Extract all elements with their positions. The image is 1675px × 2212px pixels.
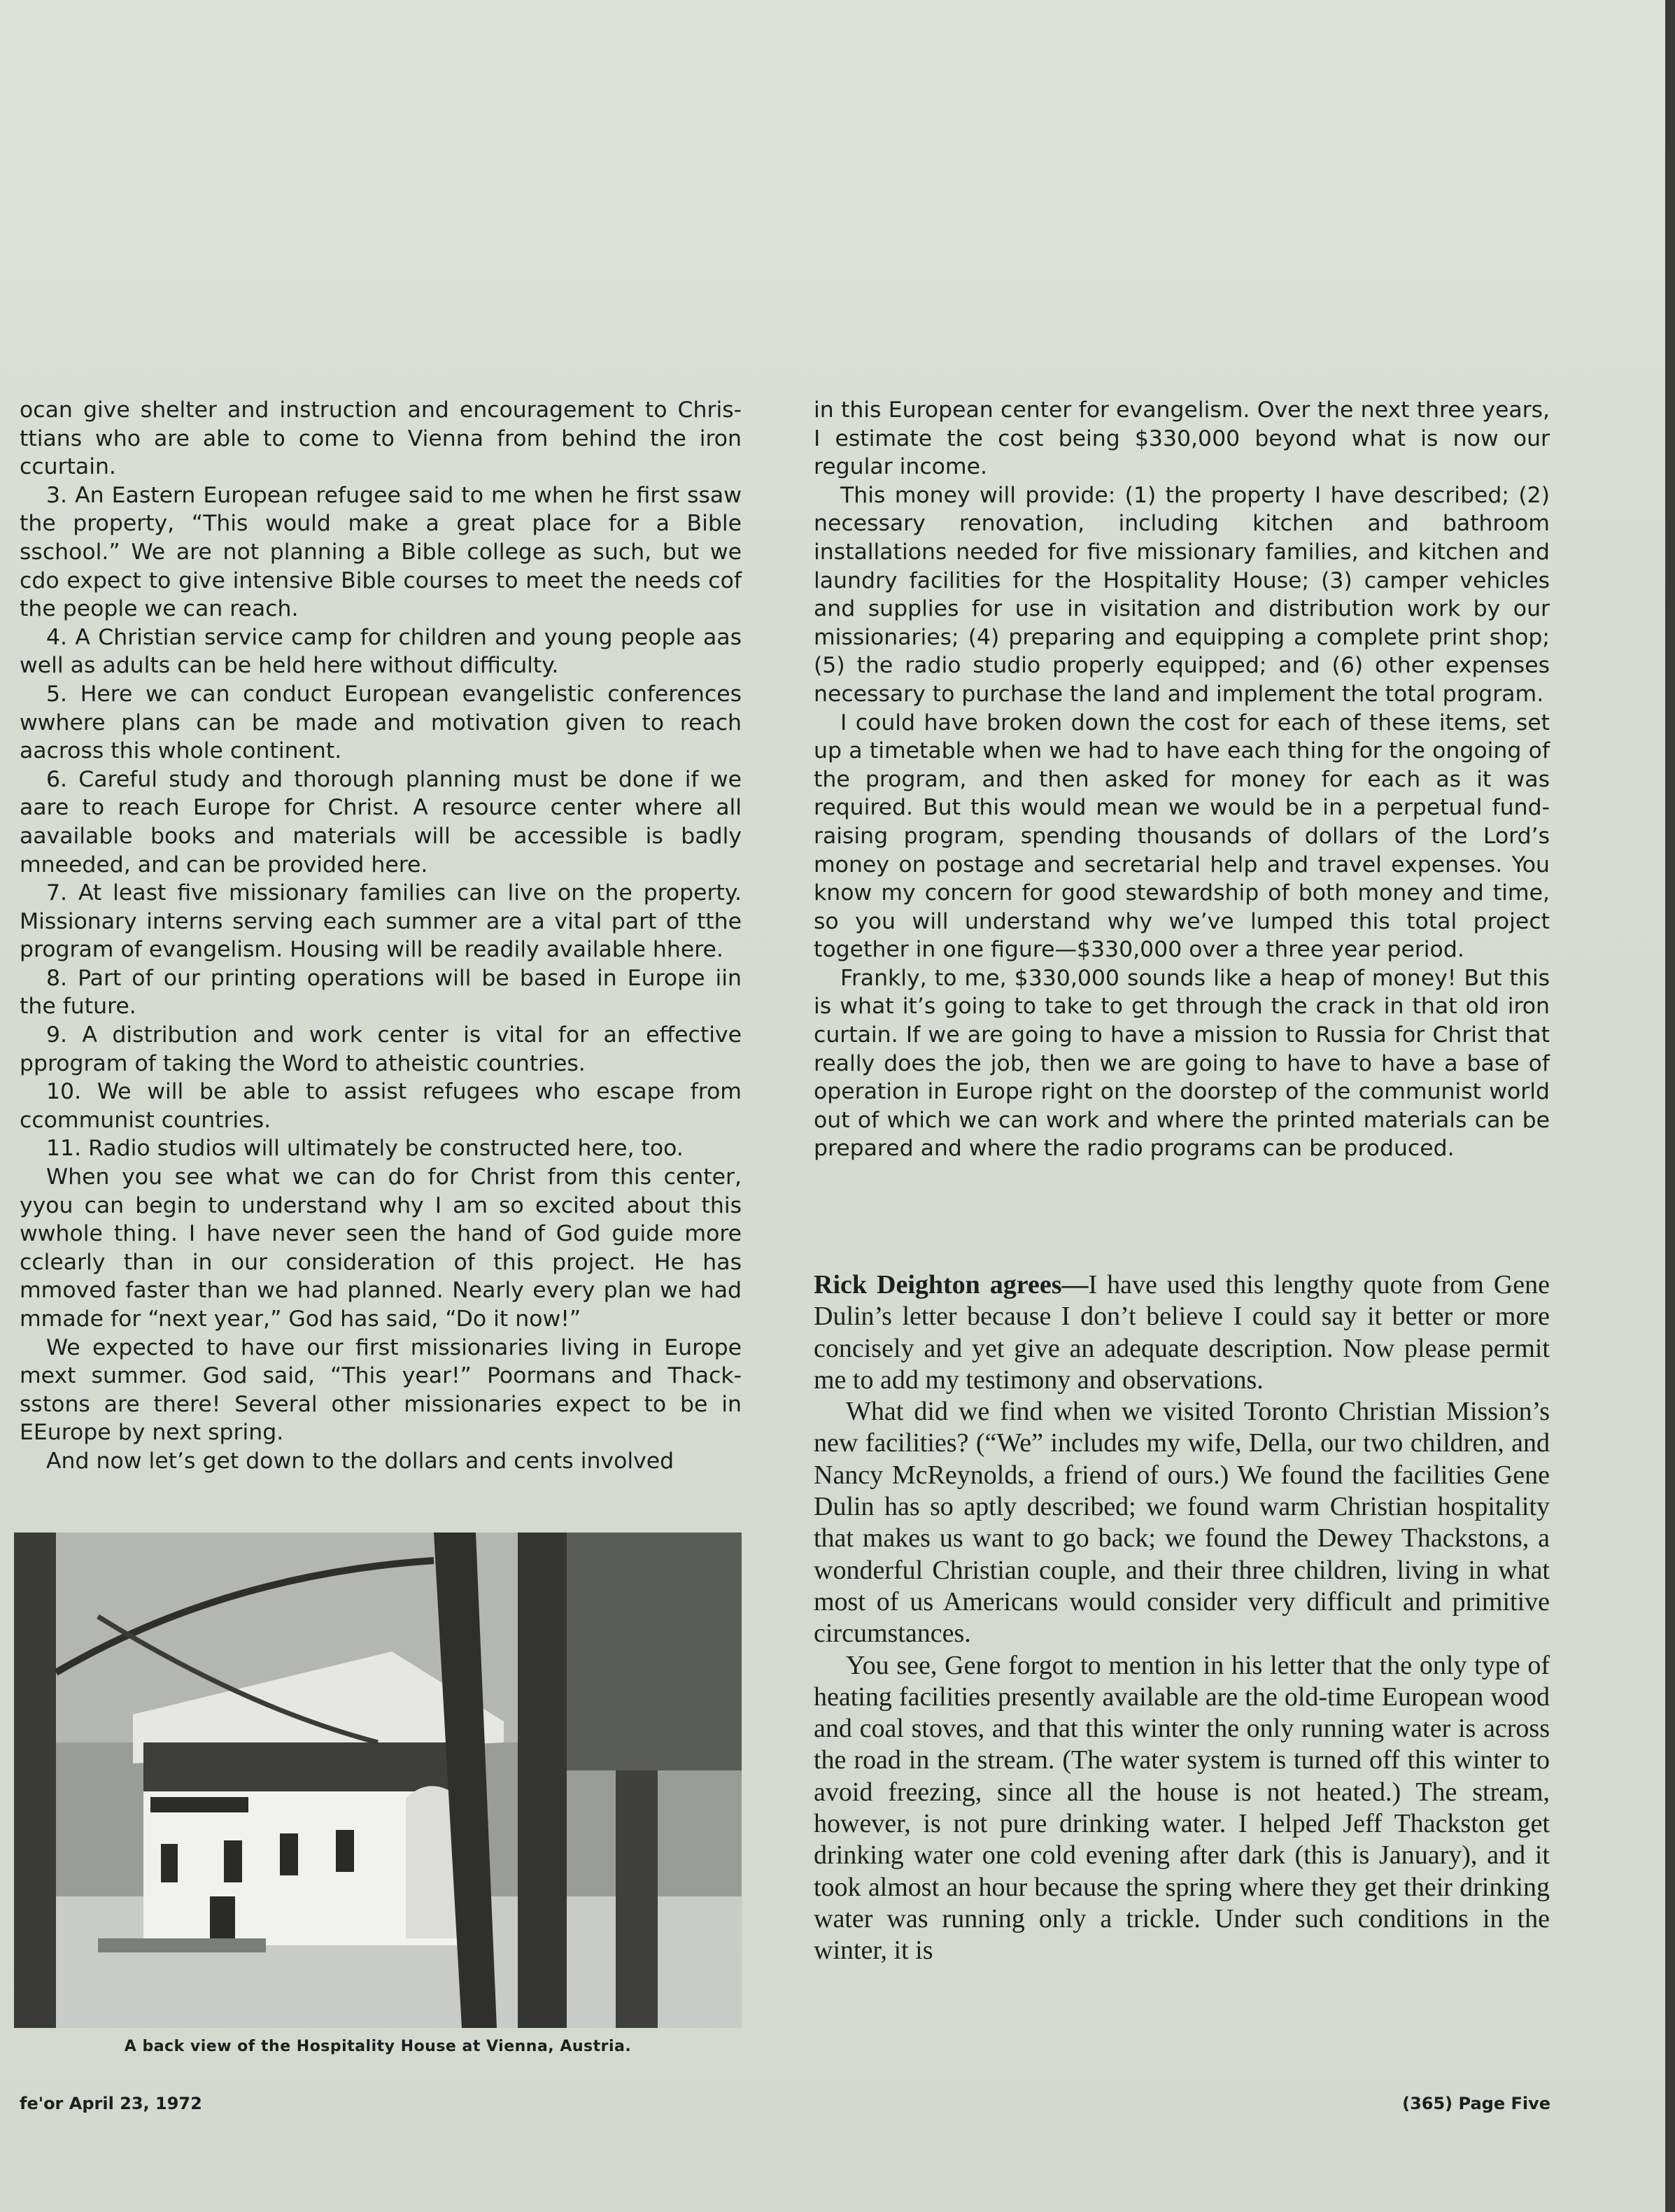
paragraph: 5. Here we can conduct European evangelistic conferences wwhere plans can be made and motivation given to reach aacross this whole continent. bbox=[20, 681, 742, 764]
page-edge bbox=[1665, 0, 1675, 2212]
house-illustration bbox=[14, 1533, 742, 2028]
lead-text: I have used this lengthy quote from Gene Dulin’s letter because I don’t believe I could say it better or more concisely and yet give an adequate description. Now please permit me to add my testimony and observations. bbox=[814, 1270, 1550, 1395]
paragraph: ocan give shelter and instruction and encouragement to Chris-ttians who are able to come to Vienna from behind the iron ccurtain. bbox=[20, 397, 742, 480]
paragraph: in this European center for evangelism. Over the next three years, I estimate the cost being $330,000 beyond what is now our regular income. bbox=[814, 397, 1550, 480]
paragraph: 7. At least five missionary families can live on the property. Missionary interns serving each summer are a vital part of tthe program of evangelism. Housing will be readily available hhere. bbox=[20, 880, 742, 963]
paragraph: 9. A distribution and work center is vital for an effective pprogram of taking the Word to atheistic countries. bbox=[20, 1022, 742, 1076]
paragraph: What did we find when we visited Toronto Christian Mission’s new facilities? (“We” includes my wife, Della, our two children, and Nancy McReynolds, a friend of ours.) We found the facilities Gene Dulin has so aptly described; we found warm Christian hospitality that makes us want to go back; we found the Dewey Thackstons, a wonderful Christian couple, and their three children, living in what most of us Americans would consider very difficult and primitive circumstances. bbox=[814, 1397, 1550, 1649]
paragraph: 11. Radio studios will ultimately be constructed here, too. bbox=[46, 1136, 684, 1162]
paragraph: I could have broken down the cost for each of these items, set up a timetable when we had to have each thing for the ongoing of the program, and then asked for money for each as it was required. But this would mean we would be in a perpetual fund-raising program, spending thousands of dollars of the Lord’s money on postage and secretarial help and travel expenses. You know my concern for good stewardship of both money and time, so you will understand why we’ve lumped this total project together in one figure—$330,000 over a three year period. bbox=[814, 710, 1550, 963]
paragraph: 10. We will be able to assist refugees who escape from ccommunist countries. bbox=[20, 1079, 742, 1133]
footer-page-number: (365) Page Five bbox=[1402, 2094, 1550, 2113]
lead-paragraph bbox=[814, 1269, 1550, 1396]
paragraph: This money will provide: (1) the property I have described; (2) necessary renovation, including kitchen and bathroom installations needed for five missionary families, and kitchen and laundry facilities for the Hospitality House; (3) camper vehicles and supplies for use in visitation and distribution work by our missionaries; (4) preparing and equipping a complete print shop; (5) the radio studio properly equipped; and (6) other expenses necessary to purchase the land and implement the total program. bbox=[814, 482, 1550, 707]
paragraph: You see, Gene forgot to mention in his letter that the only type of heating facilities presently available are the old-time European wood and coal stoves, and that this winter the only running water is across the road in the stream. (The water system is turned off this winter to avoid freezing, since all the house is not heated.) The stream, however, is not pure drinking water. I helped Jeff Thackston get drinking water one cold evening after dark (this is January), and it took almost an hour because the spring where they get their drinking water was running only a trickle. Under such conditions in the winter, it is bbox=[814, 1650, 1550, 1966]
right-column-top bbox=[814, 396, 1550, 1163]
paragraph: 6. Careful study and thorough planning must be done if we aare to reach Europe for Christ. A resource center where all aavailable books and materials will be accessible is badly mneeded, and can be provided here. bbox=[20, 766, 742, 878]
left-column bbox=[20, 396, 742, 1476]
paragraph: 8. Part of our printing operations will be based in Europe iin the future. bbox=[20, 965, 742, 1020]
right-column-bottom bbox=[814, 1269, 1550, 1967]
footer-date: fe'or April 23, 1972 bbox=[20, 2094, 202, 2113]
paragraph: 3. An Eastern European refugee said to me when he first ssaw the property, “This would make a great place for a Bible sschool.” We are not planning a Bible college as such, but we cdo expect to give intensive Bible courses to meet the needs cof the people we can reach. bbox=[20, 482, 742, 622]
paragraph: Frankly, to me, $330,000 sounds like a heap of money! But this is what it’s going to take to get through the crack in that old iron curtain. If we are going to have a mission to Russia for Christ that really does the job, then we are going to have to have a base of operation in Europe right on the doorstep of the communist world out of which we can work and where the printed materials can be prepared and where the radio programs can be produced. bbox=[814, 965, 1550, 1162]
photo-caption: A back view of the Hospitality House at Vienna, Austria. bbox=[124, 2038, 632, 2055]
paragraph: 4. A Christian service camp for children and young people aas well as adults can be held here without difficulty. bbox=[20, 624, 742, 679]
paragraph: And now let’s get down to the dollars and cents involved bbox=[46, 1448, 674, 1474]
paragraph: We expected to have our first missionaries living in Europe mext summer. God said, “This year!” Poormans and Thack-sstons are there! Several other missionaries expect to be in EEurope by next spring. bbox=[20, 1334, 742, 1446]
paragraph: When you see what we can do for Christ from this center, yyou can begin to understand why I am so excited about this wwhole thing. I have never seen the hand of God guide more cclearly than in our consideration of this project. He has mmoved faster than we had planned. Nearly every plan we had mmade for “next year,” God has said, “Do it now!” bbox=[20, 1164, 742, 1332]
section-lead: Rick Deighton agrees— bbox=[814, 1270, 1089, 1299]
hospitality-house-photo bbox=[14, 1533, 742, 2028]
